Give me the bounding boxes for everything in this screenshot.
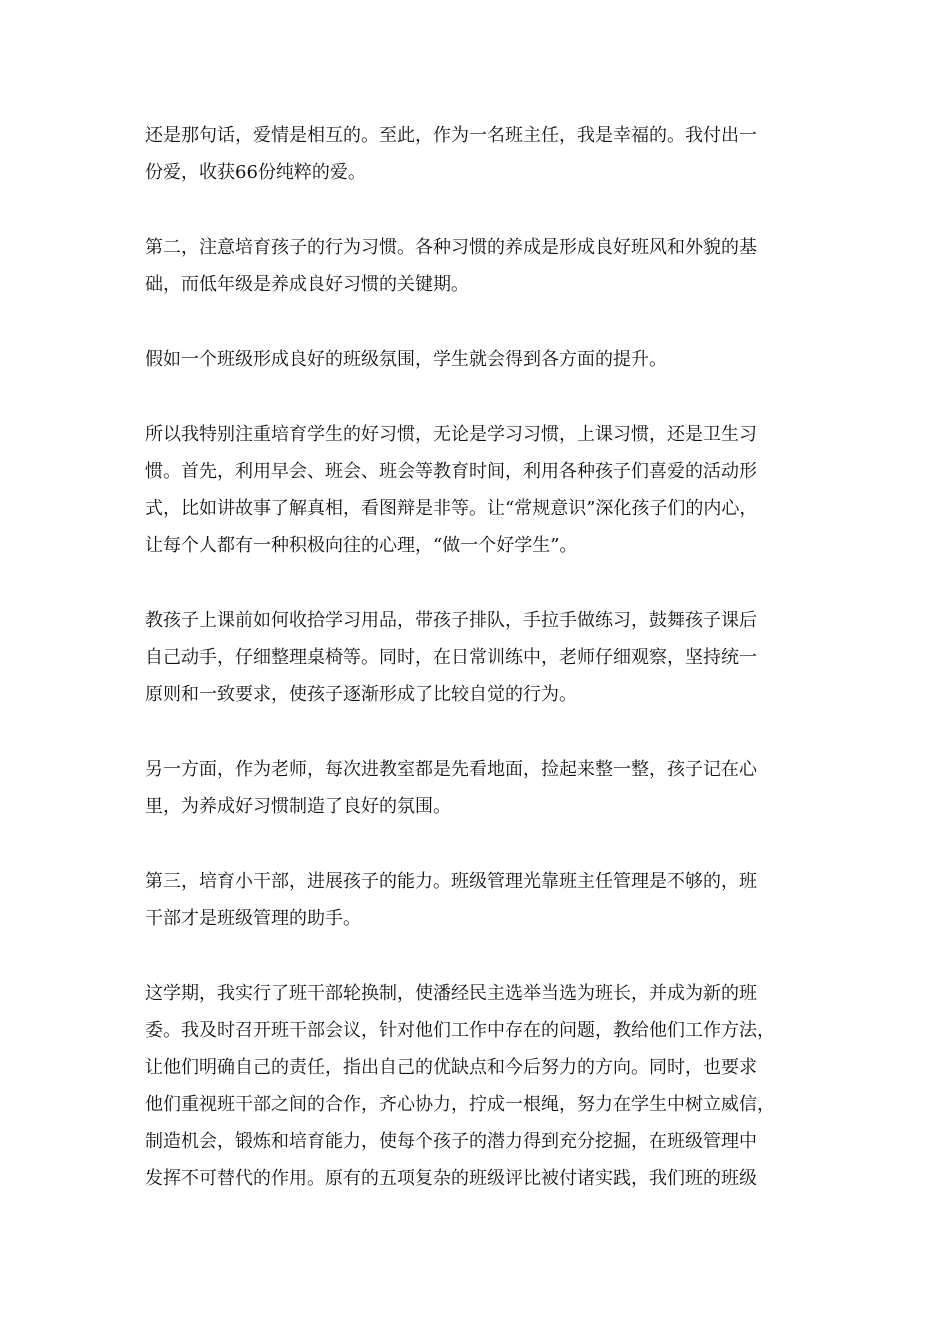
text-line: 第三，培育小干部，进展孩子的能力。班级管理光靠班主任管理是不够的，班	[145, 871, 757, 892]
text-line: 让他们明确自己的责任，指出自己的优缺点和今后努力的方向。同时，也要求	[145, 1057, 757, 1078]
paragraph-3	[145, 341, 807, 378]
paragraph-1	[145, 117, 807, 191]
text-line: 另一方面，作为老师，每次进教室都是先看地面，捡起来整一整，孩子记在心	[145, 759, 757, 780]
text-line: 委。我及时召开班干部会议，针对他们工作中存在的问题，教给他们工作方法，	[145, 1020, 775, 1041]
text-line: 原则和一致要求，使孩子逐渐形成了比较自觉的行为。	[145, 684, 577, 705]
text-line: 第二，注意培育孩子的行为习惯。各种习惯的养成是形成良好班风和外貌的基	[145, 237, 757, 258]
text-line: 干部才是班级管理的助手。	[145, 908, 361, 929]
text-line: 他们重视班干部之间的合作，齐心协力，拧成一根绳，努力在学生中树立威信，	[145, 1094, 775, 1115]
paragraph-8	[145, 975, 807, 1197]
text-line: 制造机会，锻炼和培育能力，使每个孩子的潜力得到充分挖掘，在班级管理中	[145, 1131, 757, 1152]
text-line: 发挥不可替代的作用。原有的五项复杂的班级评比被付诸实践，我们班的班级	[145, 1168, 757, 1189]
text-line: 惯。首先，利用早会、班会、班会等教育时间，利用各种孩子们喜爱的活动形	[145, 461, 757, 482]
text-line: 假如一个班级形成良好的班级氛围，学生就会得到各方面的提升。	[145, 349, 667, 370]
text-line: 所以我特别注重培育学生的好习惯，无论是学习习惯，上课习惯，还是卫生习	[145, 424, 757, 445]
text-line: 还是那句话，爱情是相互的。至此，作为一名班主任，我是幸福的。我付出一	[145, 125, 757, 146]
paragraph-5	[145, 602, 807, 713]
paragraph-4	[145, 416, 807, 564]
document-body	[145, 117, 807, 1197]
text-line: 让每个人都有一种积极向往的心理，“做一个好学生”。	[145, 535, 578, 556]
text-line: 这学期，我实行了班干部轮换制，使潘经民主选举当选为班长，并成为新的班	[145, 983, 757, 1004]
text-line: 础，而低年级是养成良好习惯的关键期。	[145, 274, 469, 295]
text-line: 式，比如讲故事了解真相，看图辩是非等。让“常规意识”深化孩子们的内心，	[145, 498, 758, 519]
text-line: 自己动手，仔细整理桌椅等。同时，在日常训练中，老师仔细观察，坚持统一	[145, 647, 757, 668]
text-line: 教孩子上课前如何收拾学习用品，带孩子排队，手拉手做练习，鼓舞孩子课后	[145, 610, 757, 631]
text-line: 份爱，收获66份纯粹的爱。	[145, 162, 366, 183]
paragraph-6	[145, 751, 807, 825]
paragraph-2	[145, 229, 807, 303]
paragraph-7	[145, 863, 807, 937]
text-line: 里，为养成好习惯制造了良好的氛围。	[145, 796, 451, 817]
